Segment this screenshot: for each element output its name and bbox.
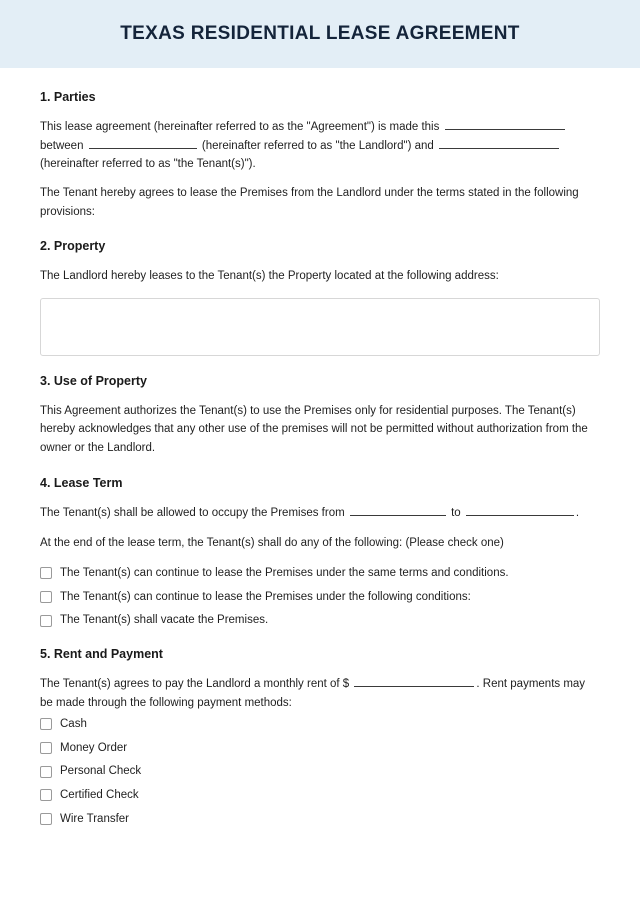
payment-method-money-order[interactable] (40, 740, 600, 757)
payment-method-wire-transfer-label: Wire Transfer (60, 812, 130, 825)
checkbox-icon[interactable] (40, 718, 52, 730)
parties-terms-paragraph: The Tenant hereby agrees to lease the Premises from the Landlord under the terms stated in the following provisions: (40, 186, 579, 218)
lease-term-dates-paragraph (40, 504, 600, 523)
section-heading-parties: 1. Parties (40, 90, 96, 104)
document-body (0, 68, 640, 828)
payment-method-certified-check[interactable] (40, 787, 600, 804)
checkbox-icon[interactable] (40, 789, 52, 801)
lease-term-option-2-label: The Tenant(s) can continue to lease the Premises under the following conditions: (60, 590, 471, 603)
checkbox-icon[interactable] (40, 567, 52, 579)
payment-method-money-order-label: Money Order (60, 741, 128, 754)
lease-start-date-blank[interactable] (350, 504, 446, 516)
parties-line3-text: (hereinafter referred to as "the Tenant(s)"). (40, 158, 256, 171)
use-of-property-paragraph: This Agreement authorizes the Tenant(s) to use the Premises only for residential purposes. The Tenant(s) hereby acknowledges that any other use of the premises will not be permitted without authorization from the owner or the Landlord. (40, 404, 588, 454)
parties-line2-text: between (40, 139, 84, 152)
parties-tenant-blank[interactable] (439, 137, 559, 149)
lease-term-option-1-label: The Tenant(s) can continue to lease the Premises under the same terms and conditions. (60, 566, 509, 579)
payment-method-personal-check-label: Personal Check (60, 765, 142, 778)
rent-line1-text-b: . Rent payments may be made through the following payment methods: (40, 677, 586, 709)
lease-term-option-3[interactable] (40, 612, 600, 629)
lease-term-line1-period: . (575, 506, 580, 519)
lease-term-option-2[interactable] (40, 589, 600, 606)
property-address-input[interactable] (40, 298, 600, 356)
rent-amount-blank[interactable] (354, 675, 474, 687)
section-rent-and-payment (40, 647, 600, 828)
section-heading-use-of-property: 3. Use of Property (40, 373, 147, 388)
payment-method-wire-transfer[interactable] (40, 811, 600, 828)
section-parties (40, 90, 600, 221)
lease-term-line1-text: The Tenant(s) shall be allowed to occupy the Premises from (40, 506, 345, 519)
checkbox-icon[interactable] (40, 742, 52, 754)
checkbox-icon[interactable] (40, 766, 52, 778)
rent-amount-paragraph (40, 675, 600, 712)
section-heading-lease-term: 4. Lease Term (40, 475, 123, 490)
section-lease-term (40, 476, 600, 629)
property-paragraph: The Landlord hereby leases to the Tenant(s) the Property located at the following address: (40, 270, 499, 283)
payment-method-certified-check-label: Certified Check (60, 789, 139, 802)
page-title: TEXAS RESIDENTIAL LEASE AGREEMENT (120, 23, 520, 44)
section-use-of-property (40, 374, 600, 458)
rent-line1-text: The Tenant(s) agrees to pay the Landlord a monthly rent of $ (40, 677, 350, 690)
lease-end-date-blank[interactable] (466, 504, 574, 516)
section-heading-property: 2. Property (40, 239, 106, 254)
checkbox-icon[interactable] (40, 813, 52, 825)
document-header (0, 0, 640, 68)
lease-term-options (40, 565, 600, 629)
section-heading-rent-and-payment: 5. Rent and Payment (40, 646, 163, 661)
parties-intro-paragraph (40, 118, 600, 174)
parties-line2-text-b: (hereinafter referred to as "the Landlord") and (201, 139, 434, 152)
checkbox-icon[interactable] (40, 591, 52, 603)
payment-method-cash[interactable] (40, 716, 600, 733)
parties-landlord-blank[interactable] (89, 137, 197, 149)
lease-term-option-1[interactable] (40, 565, 600, 582)
checkbox-icon[interactable] (40, 615, 52, 627)
payment-method-options (40, 716, 600, 827)
section-property (40, 239, 600, 356)
parties-date-blank[interactable] (445, 118, 565, 130)
payment-method-cash-label: Cash (60, 718, 87, 731)
parties-line1-text: This lease agreement (hereinafter referred to as the "Agreement") is made this (40, 121, 440, 133)
payment-method-personal-check[interactable] (40, 763, 600, 780)
lease-term-end-paragraph: At the end of the lease term, the Tenant(s) shall do any of the following: (Please check one) (40, 537, 504, 550)
lease-term-line1-text-b: to (451, 506, 461, 519)
lease-term-option-3-label: The Tenant(s) shall vacate the Premises. (60, 614, 269, 627)
